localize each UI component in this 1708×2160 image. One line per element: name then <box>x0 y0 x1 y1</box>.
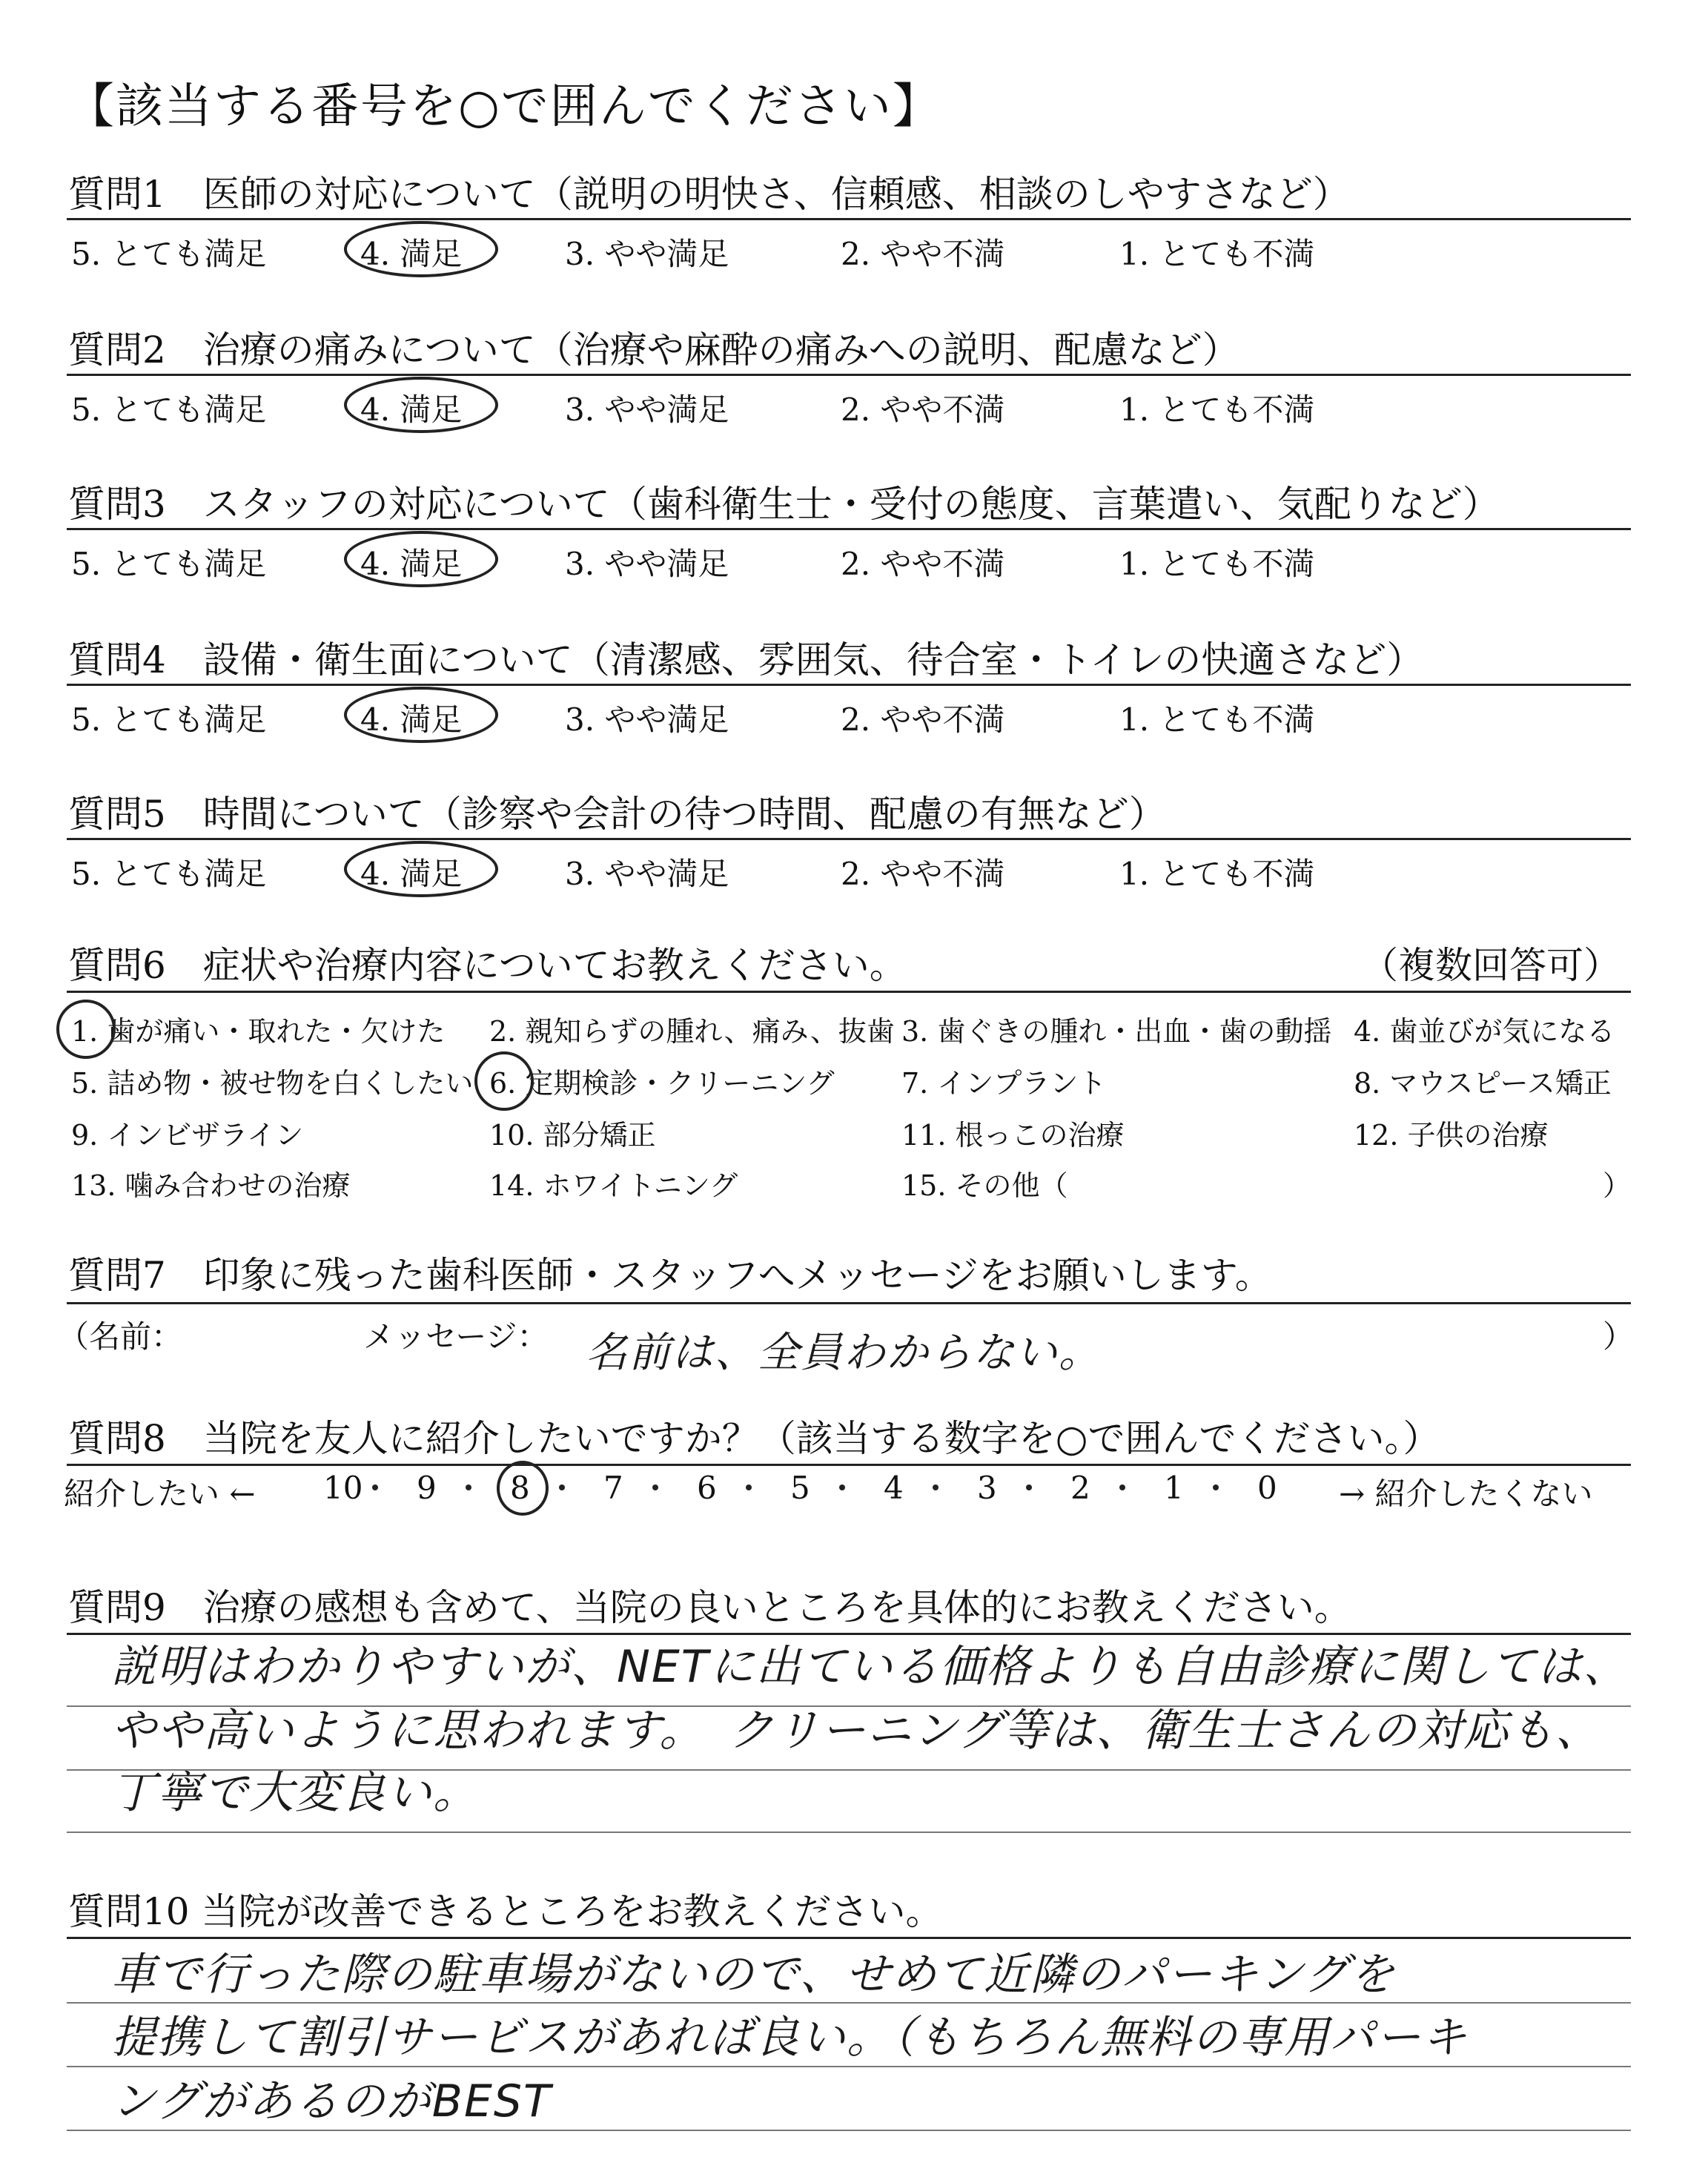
q3-option-4[interactable]: 4. 満足 <box>360 546 463 582</box>
q9-title: 質問9 治療の感想も含めて、当院の良いところを具体的にお教えください。 <box>68 1586 1351 1629</box>
q1-option-4[interactable]: 4. 満足 <box>360 236 463 272</box>
q6-title: 質問6 症状や治療内容についてお教えください。 <box>68 944 907 987</box>
q6-other-close-paren: ） <box>1603 1169 1632 1202</box>
q6-item-9[interactable]: 9. インビザライン <box>71 1119 304 1152</box>
q4-rule <box>67 684 1631 686</box>
q7-close-paren: ） <box>1603 1318 1635 1355</box>
q6-item-15[interactable]: 15. その他（ <box>901 1169 1068 1202</box>
q2-title: 質問2 治療の痛みについて（治療や麻酔の痛みへの説明、配慮など） <box>68 328 1239 371</box>
q8-right-label: → 紹介したくない <box>1339 1476 1593 1512</box>
q5-option-2[interactable]: 2. やや不満 <box>841 856 1005 892</box>
q10-answer-line-3: ングがあるのがBEST <box>111 2075 552 2127</box>
q6-selection-circle-1 <box>56 1000 116 1059</box>
q8-separator-dot <box>1119 1484 1125 1490</box>
q8-rule <box>67 1464 1631 1466</box>
q8-separator-dot <box>746 1484 752 1490</box>
q2-selection-circle <box>344 377 498 433</box>
q2-option-1[interactable]: 1. とても不満 <box>1119 392 1315 428</box>
q6-item-5[interactable]: 5. 詰め物・被せ物を白くしたい <box>71 1067 474 1100</box>
q5-selection-circle <box>344 841 498 897</box>
q8-selection-circle <box>497 1461 549 1516</box>
q6-item-11[interactable]: 11. 根っこの治療 <box>901 1119 1125 1152</box>
q8-scale-4[interactable]: 4 <box>884 1470 904 1506</box>
q1-selection-circle <box>344 221 498 277</box>
q2-option-2[interactable]: 2. やや不満 <box>841 392 1005 428</box>
q3-option-5[interactable]: 5. とても満足 <box>71 546 267 582</box>
q2-option-4[interactable]: 4. 満足 <box>360 392 463 428</box>
q8-scale-9[interactable]: 9 <box>417 1470 437 1506</box>
q3-title: 質問3 スタッフの対応について（歯科衛生士・受付の態度、言葉遣い、気配りなど） <box>68 483 1500 526</box>
q8-scale-6[interactable]: 6 <box>697 1470 717 1506</box>
q6-item-10[interactable]: 10. 部分矯正 <box>489 1119 656 1152</box>
q6-item-14[interactable]: 14. ホワイトニング <box>489 1169 738 1202</box>
q8-left-label: 紹介したい ← <box>64 1476 256 1512</box>
q8-scale-3[interactable]: 3 <box>977 1470 997 1506</box>
q4-option-2[interactable]: 2. やや不満 <box>841 701 1005 738</box>
q6-item-1[interactable]: 1. 歯が痛い・取れた・欠けた <box>71 1015 446 1048</box>
q8-separator-dot <box>1026 1484 1032 1490</box>
q9-answer-line-3: 丁寧で大変良い。 <box>111 1767 479 1819</box>
q1-option-2[interactable]: 2. やや不満 <box>841 236 1005 272</box>
q10-answer-line-2: 提携して割引サービスがあれば良い。（もちろん無料の専用パーキ <box>111 2012 1468 2064</box>
q4-option-5[interactable]: 5. とても満足 <box>71 701 267 738</box>
q6-item-4[interactable]: 4. 歯並びが気になる <box>1354 1015 1615 1048</box>
q5-option-4[interactable]: 4. 満足 <box>360 856 463 892</box>
q6-item-12[interactable]: 12. 子供の治療 <box>1354 1119 1549 1152</box>
q9-answer-line-1: 説明はわかりやすいが、NETに出ている価格よりも自由診療に関しては、 <box>111 1641 1629 1693</box>
q7-message-label: メッセージ： <box>363 1318 549 1355</box>
q6-item-8[interactable]: 8. マウスピース矯正 <box>1354 1067 1612 1100</box>
q6-selection-circle-6 <box>474 1051 534 1111</box>
q4-selection-circle <box>344 687 498 743</box>
q8-scale-2[interactable]: 2 <box>1070 1470 1090 1506</box>
q10-title: 質問10 当院が改善できるところをお教えください。 <box>68 1890 943 1933</box>
q8-scale-7[interactable]: 7 <box>603 1470 623 1506</box>
q8-separator-dot <box>933 1484 939 1490</box>
q8-scale-5[interactable]: 5 <box>790 1470 810 1506</box>
q8-separator-dot <box>372 1484 378 1490</box>
q6-item-3[interactable]: 3. 歯ぐきの腫れ・出血・歯の動揺 <box>901 1015 1332 1048</box>
q7-name-label: （名前： <box>58 1318 183 1355</box>
q8-scale-1[interactable]: 1 <box>1164 1470 1184 1506</box>
q6-item-6[interactable]: 6. 定期検診・クリーニング <box>489 1067 835 1100</box>
q8-separator-dot <box>466 1484 471 1490</box>
q5-option-3[interactable]: 3. やや満足 <box>565 856 729 892</box>
q8-scale-0[interactable]: 0 <box>1257 1470 1277 1506</box>
q3-rule <box>67 528 1631 530</box>
q6-item-13[interactable]: 13. 噛み合わせの治療 <box>71 1169 351 1202</box>
q8-separator-dot <box>1213 1484 1219 1490</box>
q5-title: 質問5 時間について（診察や会計の待つ時間、配慮の有無など） <box>68 793 1166 836</box>
q3-option-1[interactable]: 1. とても不満 <box>1119 546 1315 582</box>
q2-option-5[interactable]: 5. とても満足 <box>71 392 267 428</box>
q8-separator-dot <box>652 1484 658 1490</box>
q8-scale-10[interactable]: 10 <box>323 1470 363 1506</box>
q8-separator-dot <box>559 1484 565 1490</box>
q6-item-7[interactable]: 7. インプラント <box>901 1067 1107 1100</box>
q6-item-2[interactable]: 2. 親知らずの腫れ、痛み、抜歯 <box>489 1015 895 1048</box>
q4-title: 質問4 設備・衛生面について（清潔感、雰囲気、待合室・トイレの快適さなど） <box>68 638 1424 681</box>
q1-option-5[interactable]: 5. とても満足 <box>71 236 267 272</box>
q7-handwritten-message: 名前は、全員わからない。 <box>586 1329 1102 1377</box>
q9-line-4 <box>67 1832 1631 1833</box>
q9-answer-line-2: やや高いように思われます。 クリーニング等は、衛生士さんの対応も、 <box>111 1705 1601 1757</box>
q4-option-1[interactable]: 1. とても不満 <box>1119 701 1315 738</box>
q1-option-1[interactable]: 1. とても不満 <box>1119 236 1315 272</box>
q8-separator-dot <box>839 1484 845 1490</box>
q5-rule <box>67 838 1631 840</box>
q3-option-2[interactable]: 2. やや不満 <box>841 546 1005 582</box>
q8-scale-8[interactable]: 8 <box>510 1470 530 1506</box>
q2-option-3[interactable]: 3. やや満足 <box>565 392 729 428</box>
q5-option-1[interactable]: 1. とても不満 <box>1119 856 1315 892</box>
form-header: 【該当する番号を○で囲んでください】 <box>67 79 941 134</box>
q10-line-4 <box>67 2130 1631 2131</box>
q5-option-5[interactable]: 5. とても満足 <box>71 856 267 892</box>
q6-rule <box>67 991 1631 993</box>
q1-rule <box>67 218 1631 220</box>
q10-answer-line-1: 車で行った際の駐車場がないので、せめて近隣のパーキングを <box>111 1949 1396 2001</box>
q3-option-3[interactable]: 3. やや満足 <box>565 546 729 582</box>
q6-note: （複数回答可） <box>1361 944 1621 987</box>
q4-option-3[interactable]: 3. やや満足 <box>565 701 729 738</box>
q7-rule <box>67 1302 1631 1304</box>
q2-rule <box>67 374 1631 376</box>
q1-option-3[interactable]: 3. やや満足 <box>565 236 729 272</box>
q7-title: 質問7 印象に残った歯科医師・スタッフへメッセージをお願いします。 <box>68 1254 1272 1297</box>
q3-selection-circle <box>344 531 498 587</box>
q8-title: 質問8 当院を友人に紹介したいですか？（該当する数字を○で囲んでください。） <box>68 1417 1440 1460</box>
q4-option-4[interactable]: 4. 満足 <box>360 701 463 738</box>
q1-title: 質問1 医師の対応について（説明の明快さ、信頼感、相談のしやすさなど） <box>68 173 1350 216</box>
